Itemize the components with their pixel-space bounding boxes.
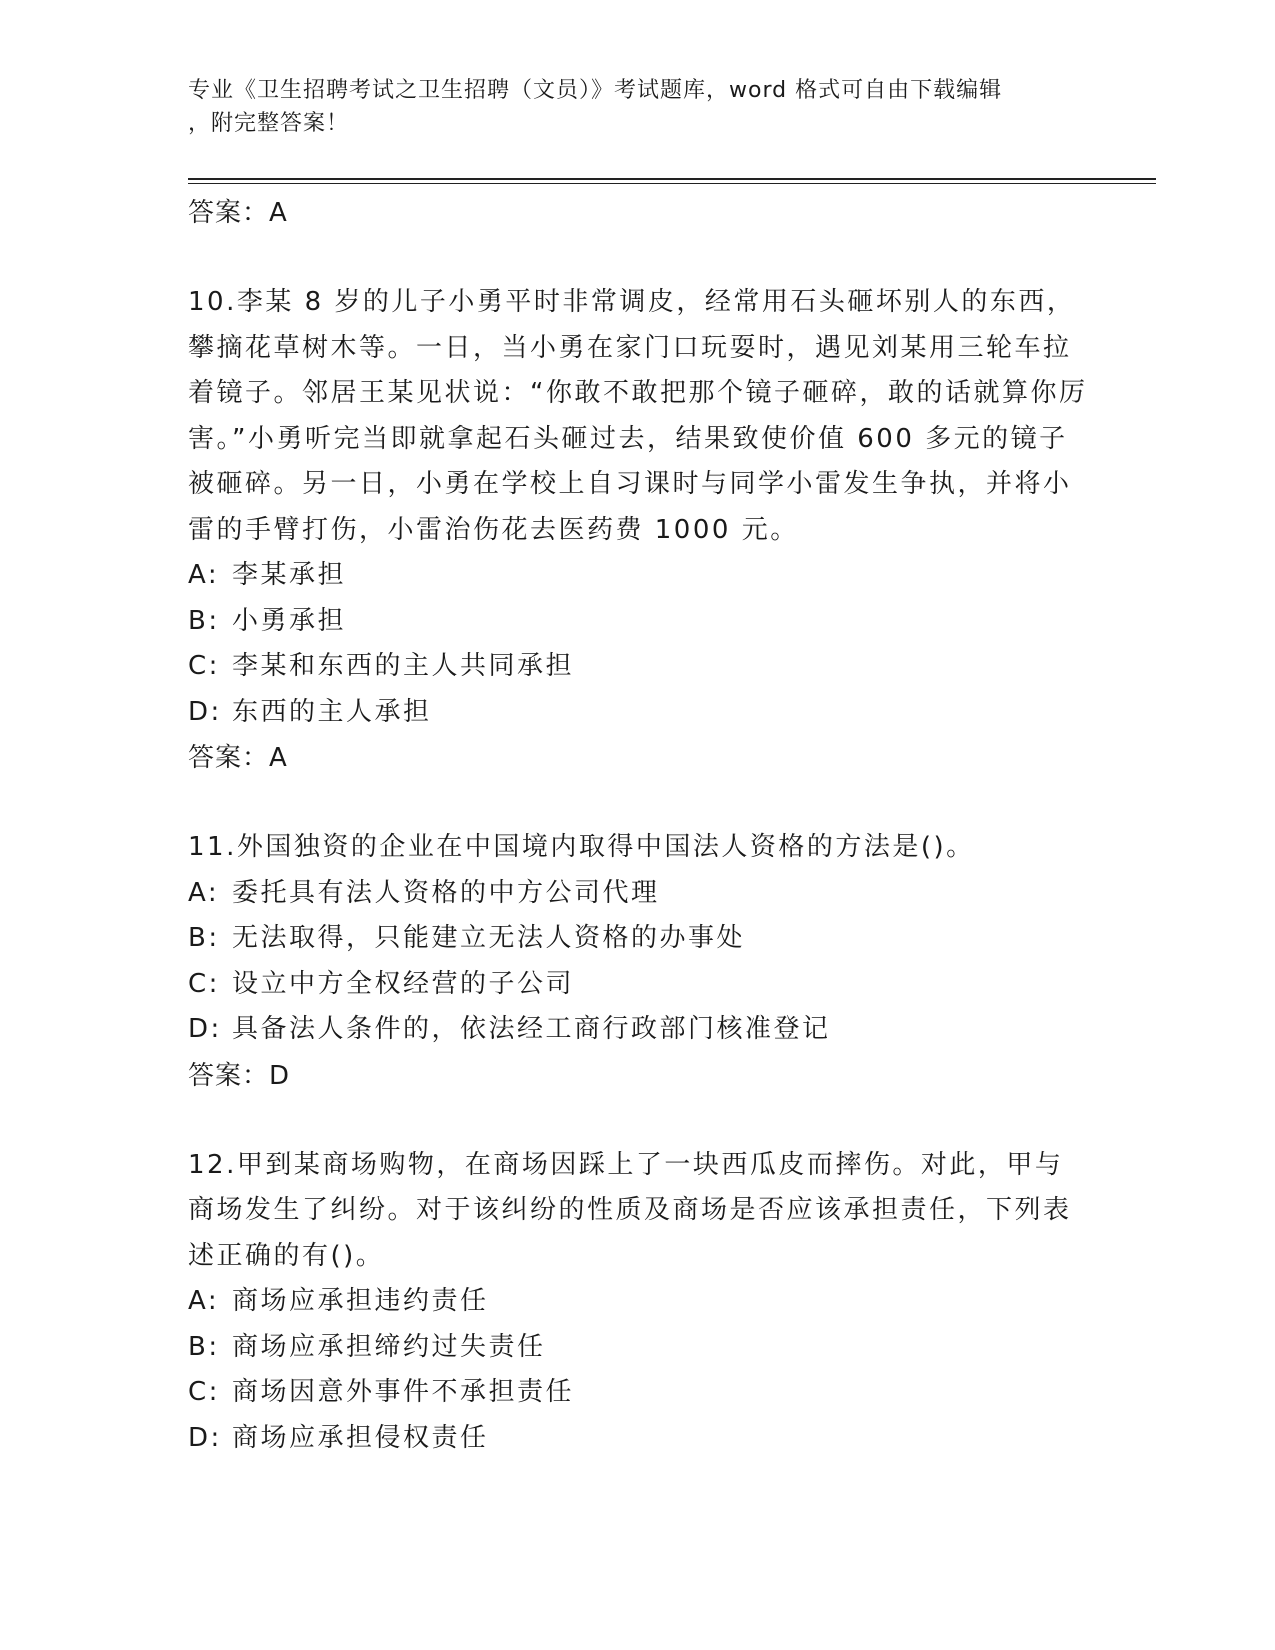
page-header xyxy=(188,74,1068,140)
question-stem: 11.外国独资的企业在中国境内取得中国法人资格的方法是()。 xyxy=(188,832,975,862)
option-d xyxy=(188,690,1088,736)
option-text: 商场应承担缔约过失责任 xyxy=(232,1331,546,1362)
option-text: 商场因意外事件不承担责任 xyxy=(232,1377,575,1407)
option-key: C: xyxy=(188,1377,220,1407)
option-key: B: xyxy=(188,923,220,953)
option-d xyxy=(188,1416,1088,1462)
option-key: B: xyxy=(188,1331,220,1362)
option-text: 具备法人条件的，依法经工商行政部门核准登记 xyxy=(232,1014,831,1044)
option-key: D: xyxy=(188,696,222,727)
option-a xyxy=(188,871,1088,917)
option-key: A: xyxy=(188,1286,220,1316)
option-text: 委托具有法人资格的中方公司代理 xyxy=(232,877,660,908)
option-key: D: xyxy=(188,1422,222,1453)
option-key: C: xyxy=(188,651,220,681)
option-key: D: xyxy=(188,1014,222,1044)
option-text: 商场应承担违约责任 xyxy=(232,1286,489,1316)
header-divider-thick xyxy=(188,178,1156,180)
question-10 xyxy=(188,280,1088,781)
option-text: 设立中方全权经营的子公司 xyxy=(232,968,575,999)
question-12 xyxy=(188,1143,1088,1462)
question-11 xyxy=(188,825,1088,1099)
question-stem: 12.甲到某商场购物，在商场因踩上了一块西瓜皮而摔伤。对此，甲与商场发生了纠纷。对于该纠纷的性质及商场是否应该承担责任，下列表述正确的有()。 xyxy=(188,1149,1072,1271)
option-b xyxy=(188,1325,1088,1371)
option-text: 东西的主人承担 xyxy=(232,696,432,727)
header-text-line1: 专业《卫生招聘考试之卫生招聘（文员）》考试题库，word 格式可自由下载编辑 xyxy=(188,78,1003,103)
option-key: A: xyxy=(188,877,220,908)
option-c xyxy=(188,1370,1088,1416)
option-text: 商场应承担侵权责任 xyxy=(232,1422,489,1453)
option-a xyxy=(188,553,1088,599)
option-a xyxy=(188,1279,1088,1325)
option-c xyxy=(188,962,1088,1008)
option-text: 小勇承担 xyxy=(232,605,347,636)
option-text: 李某和东西的主人共同承担 xyxy=(232,651,575,681)
option-d xyxy=(188,1007,1088,1053)
option-key: C: xyxy=(188,968,220,999)
header-text-line2: ，附完整答案！ xyxy=(188,111,350,136)
option-key: A: xyxy=(188,560,220,590)
question-answer: 答案：D xyxy=(188,1060,291,1091)
option-text: 李某承担 xyxy=(232,560,347,590)
question-stem: 10.李某 8 岁的儿子小勇平时非常调皮，经常用石头砸坏别人的东西，攀摘花草树木等。一日，当小勇在家门口玩耍时，遇见刘某用三轮车拉着镜子。邻居王某见状说：“你敢不敢把那个镜子砸碎，敢的话就算你厉害。”小勇听完当即就拿起石头砸过去，结果致使价值 600 多元的镜子被砸碎。另一日，小勇在学校上自习课时与同学小雷发生争执，并将小雷的手臂打伤，小雷治伤花去医药费 1000 元。 xyxy=(188,287,1088,545)
option-b xyxy=(188,599,1088,645)
option-c xyxy=(188,644,1088,690)
previous-answer: 答案：A xyxy=(188,198,288,228)
option-key: B: xyxy=(188,605,220,636)
option-b xyxy=(188,916,1088,962)
option-text: 无法取得，只能建立无法人资格的办事处 xyxy=(232,923,746,953)
header-divider-thin xyxy=(188,183,1156,184)
question-list xyxy=(188,190,1088,1461)
question-answer: 答案：A xyxy=(188,743,288,773)
